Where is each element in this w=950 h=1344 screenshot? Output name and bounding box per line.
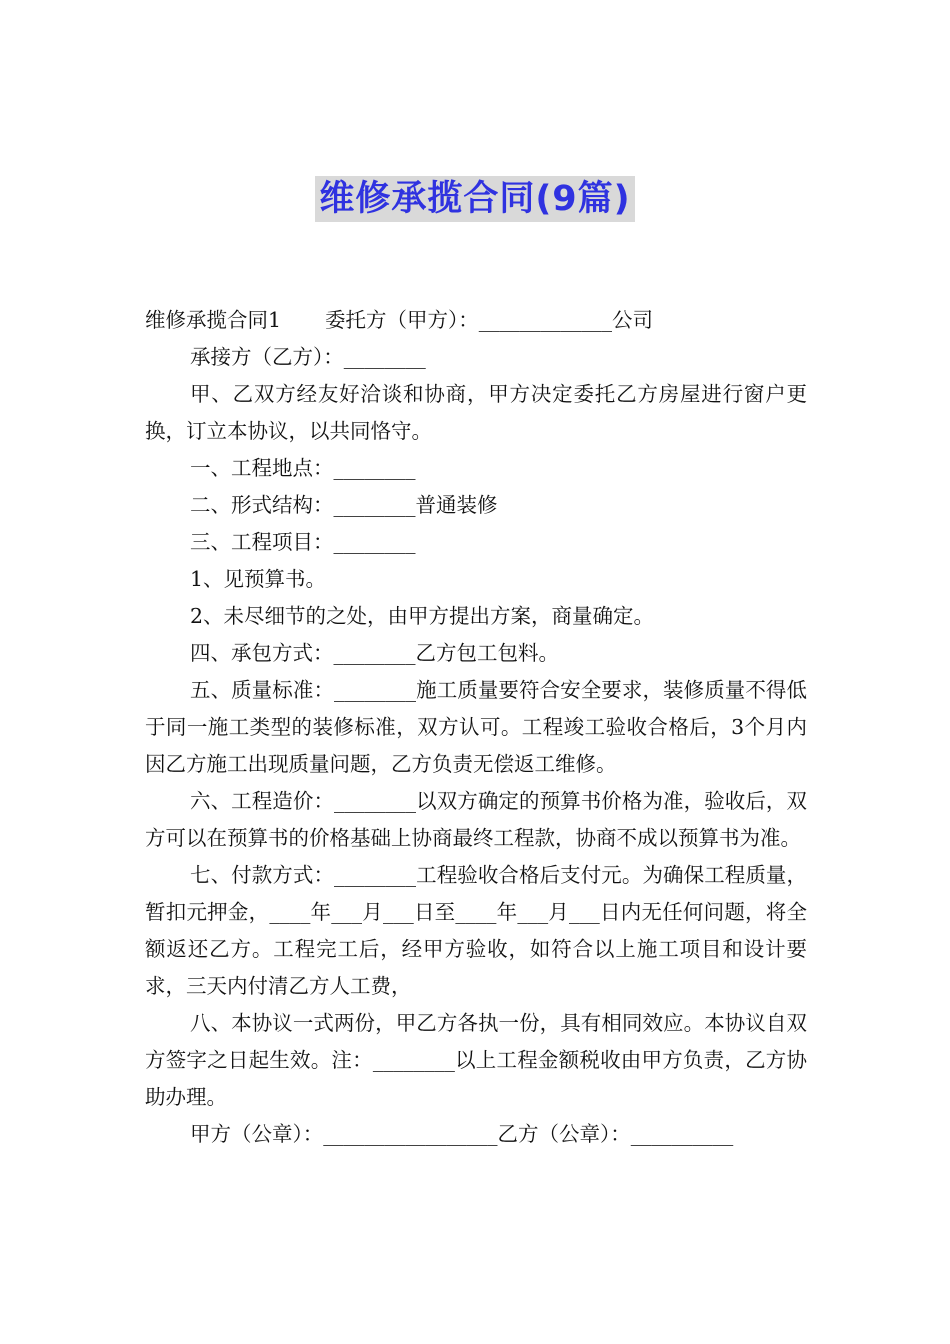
paragraph-agreement: 八、本协议一式两份，甲乙方各执一份，具有相同效应。本协议自双方签字之日起生效。注：________以上工程金额税收由甲方负责，乙方协助办理。 <box>145 1011 807 1109</box>
paragraph-payment: 七、付款方式：________工程验收合格后支付元。为确保工程质量，暂扣元押金，____年___月___日至____年___月___日内无任何问题，将全额返还乙方。工程完工后，经甲方验收，如符合以上施工项目和设计要求，三天内付清乙方人工费， <box>145 863 807 998</box>
paragraph-intro: 甲、乙双方经友好洽谈和协商，甲方决定委托乙方房屋进行窗户更换，订立本协议，以共同恪守。 <box>145 382 807 443</box>
paragraph-contract-method: 四、承包方式：________乙方包工包料。 <box>190 641 559 665</box>
paragraph-location: 一、工程地点：________ <box>190 456 416 480</box>
document-body <box>145 302 807 1153</box>
title-container <box>0 176 950 222</box>
paragraph-cost: 六、工程造价：________以双方确定的预算书价格为准，验收后，双方可以在预算书的价格基础上协商最终工程款，协商不成以预算书为准。 <box>145 789 807 850</box>
paragraph-signatures: 甲方（公章）：_________________乙方（公章）：__________ <box>190 1122 734 1146</box>
paragraph-quality: 五、质量标准：________施工质量要符合安全要求，装修质量不得低于同一施工类型的装修标准，双方认可。工程竣工验收合格后，3个月内因乙方施工出现质量问题，乙方负责无偿返工维修。 <box>145 678 807 776</box>
first-line <box>145 302 807 339</box>
paragraph-contractor: 承接方（乙方）：________ <box>190 345 426 369</box>
paragraph-client: 委托方（甲方）：_____________公司 <box>325 308 654 332</box>
paragraph-structure: 二、形式结构：________普通装修 <box>190 493 498 517</box>
paragraph-project: 三、工程项目：________ <box>190 530 416 554</box>
section-heading: 维修承揽合同1 <box>145 308 282 332</box>
document-title: 维修承揽合同(9篇) <box>315 176 634 222</box>
paragraph-item-1: 1、见预算书。 <box>190 567 327 591</box>
paragraph-item-2: 2、未尽细节的之处，由甲方提出方案，商量确定。 <box>190 604 655 628</box>
